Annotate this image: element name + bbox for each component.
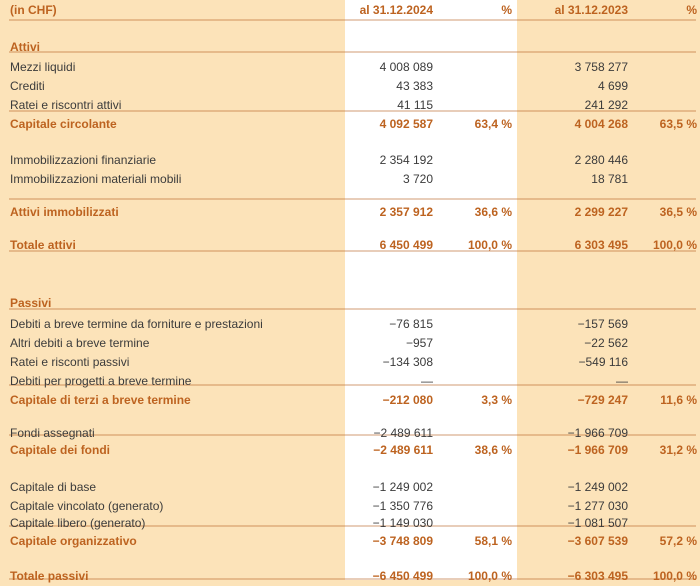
row-capitale-dei-fondi bbox=[10, 440, 697, 459]
section-passivi bbox=[10, 294, 697, 314]
row-immobilizzazioni-materiali bbox=[10, 169, 697, 188]
row-label: Fondi assegnati bbox=[10, 426, 95, 440]
value-2023: −3 607 539 bbox=[567, 533, 628, 548]
value-2024: 4 008 089 bbox=[379, 59, 433, 74]
row-label: Immobilizzazioni materiali mobili bbox=[10, 171, 182, 186]
value-2023: −1 249 002 bbox=[567, 479, 628, 494]
value-2024: −1 350 776 bbox=[372, 498, 433, 513]
row-label: Crediti bbox=[10, 78, 45, 93]
value-2024: −134 308 bbox=[382, 354, 433, 369]
row-fondi-assegnati bbox=[10, 426, 697, 440]
header-col-2023: al 31.12.2023 bbox=[554, 3, 628, 17]
value-2023: 4 004 268 bbox=[574, 116, 628, 131]
row-label: Altri debiti a breve termine bbox=[10, 335, 150, 350]
value-2023: −729 247 bbox=[577, 392, 628, 407]
row-mezzi-liquidi bbox=[10, 57, 697, 76]
value-2024: −76 815 bbox=[389, 316, 433, 331]
pct-2024: 38,6 % bbox=[474, 442, 512, 457]
row-label: Mezzi liquidi bbox=[10, 59, 76, 74]
section-label: Passivi bbox=[10, 296, 52, 310]
value-2024: −1 249 002 bbox=[372, 479, 433, 494]
spacer bbox=[10, 20, 697, 38]
pct-2023: 36,5 % bbox=[659, 204, 697, 219]
value-2023: −1 966 709 bbox=[567, 426, 628, 440]
value-2024: −2 489 611 bbox=[373, 426, 433, 440]
value-2024: −1 149 030 bbox=[372, 516, 433, 530]
spacer bbox=[10, 188, 697, 202]
value-2023: −1 081 507 bbox=[567, 516, 628, 530]
table-header-row bbox=[10, 0, 697, 20]
pct-2023: 11,6 % bbox=[660, 392, 697, 407]
value-2023: −1 966 709 bbox=[567, 442, 628, 457]
row-altri-debiti bbox=[10, 333, 697, 352]
value-2024: 41 115 bbox=[397, 97, 433, 112]
section-label: Attivi bbox=[10, 39, 40, 54]
value-2024: −2 489 611 bbox=[373, 442, 433, 457]
pct-2024: 100,0 % bbox=[467, 569, 512, 583]
row-label: Totale attivi bbox=[10, 237, 76, 252]
row-totale-passivi bbox=[10, 568, 697, 584]
value-2024: 6 450 499 bbox=[379, 237, 433, 252]
pct-2024: 36,6 % bbox=[474, 204, 512, 219]
value-2024: −957 bbox=[405, 335, 433, 350]
row-label: Debiti per progetti a breve termine bbox=[10, 373, 192, 388]
spacer bbox=[10, 550, 697, 568]
row-label: Ratei e riscontri attivi bbox=[10, 97, 122, 112]
row-ratei-riscontri-attivi bbox=[10, 95, 697, 114]
value-2024: −3 748 809 bbox=[372, 533, 433, 548]
spacer bbox=[10, 459, 697, 477]
row-label: Debiti a breve termine da forniture e prestazioni bbox=[10, 316, 263, 331]
value-2023: 4 699 bbox=[597, 78, 628, 93]
value-2024: −6 450 499 bbox=[372, 569, 433, 583]
row-debiti-progetti bbox=[10, 371, 697, 390]
pct-2023: 100,0 % bbox=[652, 569, 697, 583]
row-capitale-di-base bbox=[10, 477, 697, 496]
value-2023: −22 562 bbox=[584, 335, 628, 350]
value-2024: −212 080 bbox=[382, 392, 433, 407]
value-2023: 2 280 446 bbox=[574, 152, 628, 167]
row-ratei-risconti-passivi bbox=[10, 352, 697, 371]
header-col-2024: al 31.12.2024 bbox=[359, 3, 433, 17]
value-2023: 6 303 495 bbox=[574, 237, 628, 252]
row-crediti bbox=[10, 76, 697, 95]
pct-2023: 63,5 % bbox=[659, 116, 697, 131]
spacer bbox=[10, 409, 697, 426]
row-totale-attivi bbox=[10, 235, 697, 254]
row-label: Immobilizzazioni finanziarie bbox=[10, 152, 157, 167]
row-label: Attivi immobilizzati bbox=[10, 204, 119, 219]
value-2023: — bbox=[616, 373, 628, 388]
header-col-2023-pct: % bbox=[686, 3, 697, 17]
value-2023: 2 299 227 bbox=[574, 204, 628, 219]
row-capitale-vincolato bbox=[10, 496, 697, 515]
value-2024: 43 383 bbox=[396, 78, 433, 93]
row-debiti-forniture bbox=[10, 314, 697, 333]
section-attivi bbox=[10, 38, 697, 57]
spacer bbox=[10, 221, 697, 235]
value-2023: −157 569 bbox=[577, 316, 628, 331]
pct-2024: 100,0 % bbox=[467, 237, 512, 252]
header-unit-label: (in CHF) bbox=[10, 3, 57, 17]
value-2024: 4 092 587 bbox=[379, 116, 433, 131]
value-2023: −6 303 495 bbox=[567, 569, 628, 583]
pct-2023: 57,2 % bbox=[659, 533, 697, 548]
spacer bbox=[10, 133, 697, 150]
row-label: Capitale vincolato (generato) bbox=[10, 498, 164, 513]
value-2024: — bbox=[421, 373, 433, 388]
row-immobilizzazioni-finanziarie bbox=[10, 150, 697, 169]
row-label: Capitale circolante bbox=[10, 116, 117, 131]
value-2023: −1 277 030 bbox=[567, 498, 628, 513]
value-2023: 18 781 bbox=[591, 171, 628, 186]
value-2024: 2 357 912 bbox=[379, 204, 433, 219]
value-2024: 3 720 bbox=[402, 171, 433, 186]
value-2023: −549 116 bbox=[578, 354, 628, 369]
row-label: Ratei e risconti passivi bbox=[10, 354, 130, 369]
row-capitale-terzi-breve bbox=[10, 390, 697, 409]
pct-2023: 31,2 % bbox=[659, 442, 697, 457]
row-capitale-organizzativo bbox=[10, 531, 697, 550]
value-2023: 3 758 277 bbox=[574, 59, 628, 74]
value-2023: 241 292 bbox=[584, 97, 628, 112]
row-capitale-circolante bbox=[10, 114, 697, 133]
row-attivi-immobilizzati bbox=[10, 202, 697, 221]
row-label: Totale passivi bbox=[10, 569, 89, 583]
pct-2024: 63,4 % bbox=[474, 116, 512, 131]
row-label: Capitale di terzi a breve termine bbox=[10, 392, 191, 407]
row-label: Capitale libero (generato) bbox=[10, 516, 146, 530]
pct-2023: 100,0 % bbox=[652, 237, 697, 252]
value-2024: 2 354 192 bbox=[379, 152, 433, 167]
row-label: Capitale organizzativo bbox=[10, 533, 137, 548]
row-capitale-libero bbox=[10, 515, 697, 531]
row-label: Capitale dei fondi bbox=[10, 442, 111, 457]
row-label: Capitale di base bbox=[10, 479, 97, 494]
header-col-2024-pct: % bbox=[501, 3, 512, 17]
spacer bbox=[10, 254, 697, 294]
pct-2024: 58,1 % bbox=[474, 533, 512, 548]
pct-2024: 3,3 % bbox=[481, 392, 512, 407]
